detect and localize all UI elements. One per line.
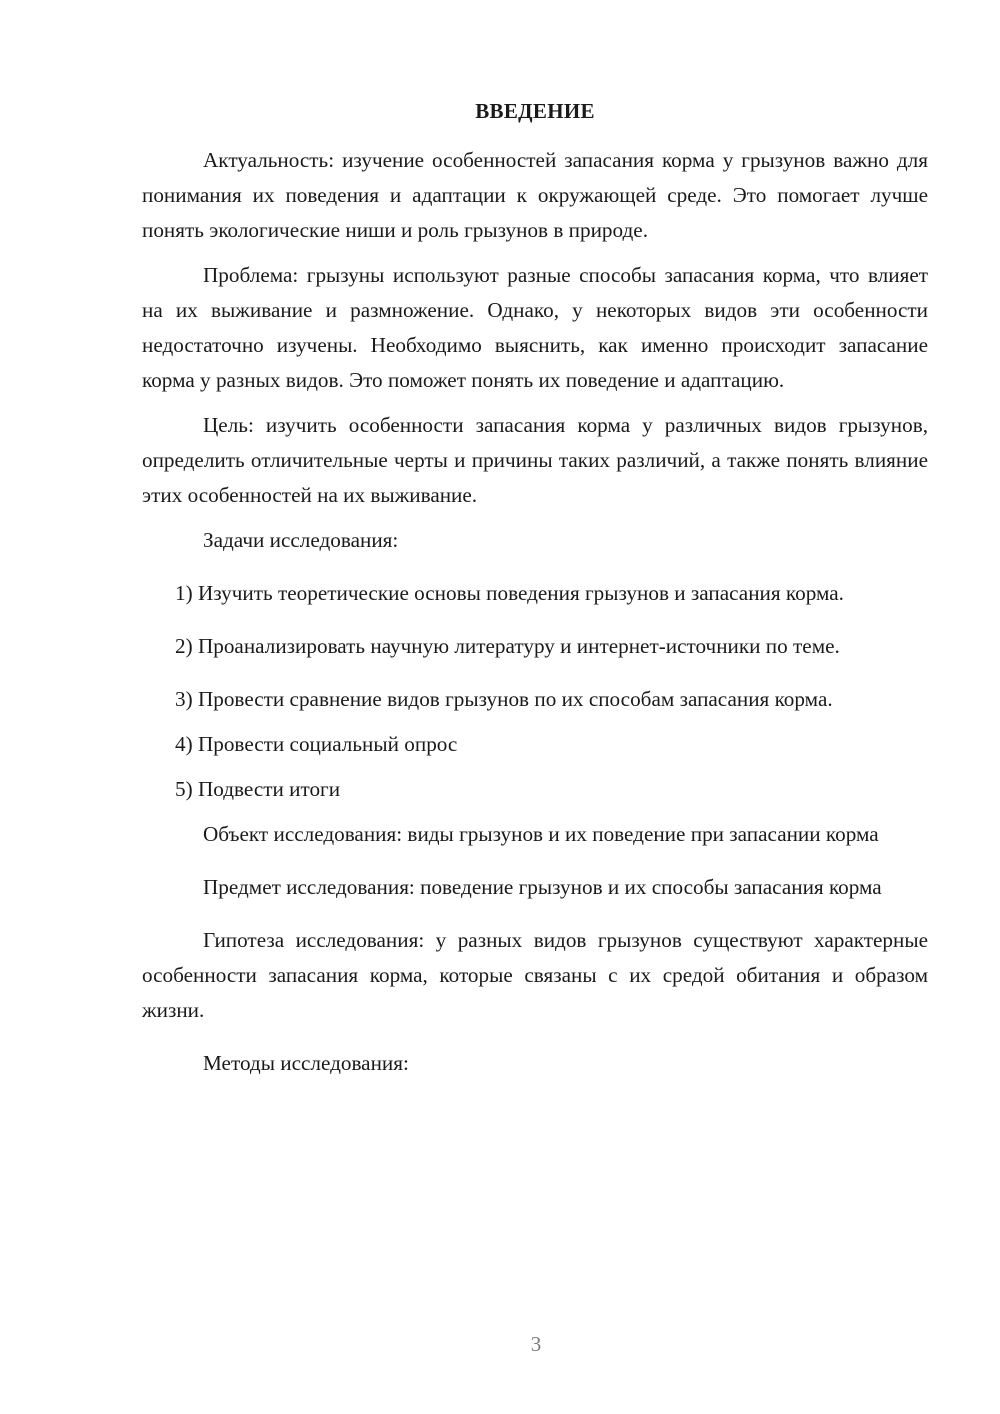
paragraph-relevance: Актуальность: изучение особенностей запасания корма у грызунов важно для понимания их поведения и адаптации к окружающей среде. Это помогает лучше понять экологические ниши и роль грызунов в природе. <box>142 148 928 242</box>
page-title: ВВЕДЕНИЕ <box>475 99 595 123</box>
document-body <box>142 143 928 1091</box>
methods-heading: Методы исследования: <box>203 1051 409 1075</box>
tasks-heading: Задачи исследования: <box>203 528 399 552</box>
list-item-task-5: 5) Подвести итоги <box>175 777 341 801</box>
paragraph-object: Объект исследования: виды грызунов и их поведение при запасании корма <box>203 822 879 846</box>
paragraph-problem: Проблема: грызуны используют разные способы запасания корма, что влияет на их выживание и размножение. Однако, у некоторых видов эти особенности недостаточно изучены. Необходимо выяснить, как именно происходит запасание корма у разных видов. Это поможет понять их поведение и адаптацию. <box>142 263 928 392</box>
paragraph-hypothesis: Гипотеза исследования: у разных видов грызунов существуют характерные особенности запасания корма, которые связаны с их средой обитания и образом жизни. <box>142 928 928 1022</box>
paragraph-subject: Предмет исследования: поведение грызунов и их способы запасания корма <box>203 875 882 899</box>
page-number: 3 <box>530 1332 542 1356</box>
list-item-task-4: 4) Провести социальный опрос <box>175 732 458 756</box>
list-item-task-2: 2) Проанализировать научную литературу и интернет-источники по теме. <box>175 634 840 658</box>
paragraph-goal: Цель: изучить особенности запасания корма у различных видов грызунов, определить отличительные черты и причины таких различий, а также понять влияние этих особенностей на их выживание. <box>142 413 928 507</box>
list-item-task-3: 3) Провести сравнение видов грызунов по их способам запасания корма. <box>175 687 833 711</box>
list-item-task-1: 1) Изучить теоретические основы поведения грызунов и запасания корма. <box>175 581 844 605</box>
